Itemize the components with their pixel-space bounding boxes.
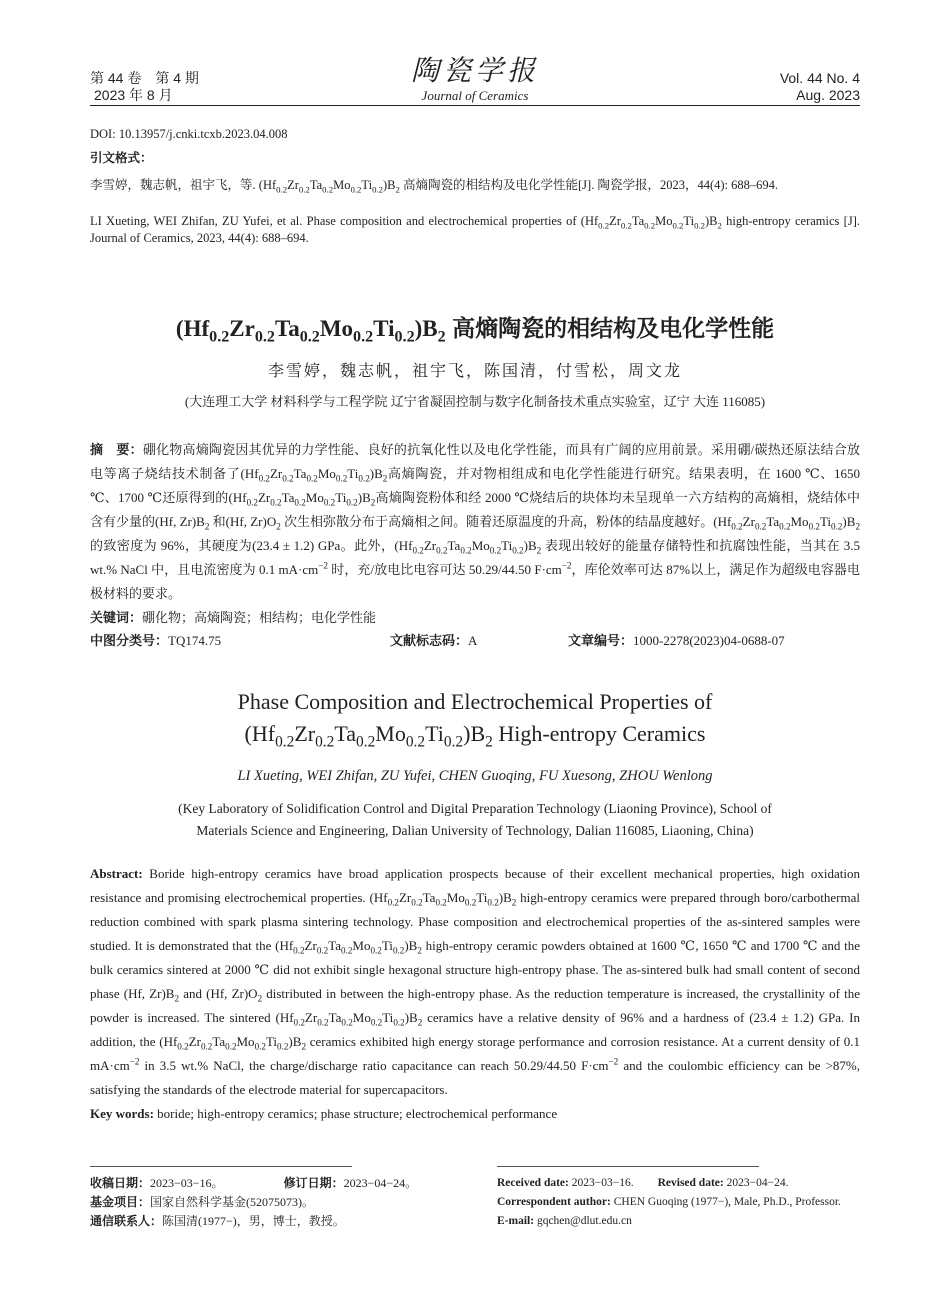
keywords-cn: 硼化物；高熵陶瓷；相结构；电化学性能 xyxy=(142,610,377,625)
abstract-en: Abstract: Boride high-entropy ceramics have broad application prospects because of their excellent mechanical properties, high oxidation resistance and promising electrochemical properties. $(Hf_{0.2}Zr_{0.2}Ta_{0.2}Mo_{0.2}Ti_{0.2})B_2$ high-entropy ceramics were prepared through boro/carbothermal reduction combined with spark plasma sintering technology. Phase composition and electrochemical properties of the as-sintered samples were studied. It is demonstrated that the $(Hf_{0.2}Zr_{0.2}Ta_{0.2}Mo_{0.2}Ti_{0.2})B_2$ high-entropy ceramic powders obtained at 1600 ℃, 1650 ℃ and 1700 ℃ and the bulk ceramics sintered at 2000 ℃ did not exhibit single hexagonal structure high-entropy phase. The as-sintered bulk had small content of second phase (Hf, $Zr)B_2$ and (Hf, $Zr)O_2$ distributed in between the high-entropy phase. As the reduction temperature is increased, the crystallinity of the powder is increased. The sintered $(Hf_{0.2}Zr_{0.2}Ta_{0.2}Mo_{0.2}Ti_{0.2})B_2$ ceramics have a relative density of 96% and a hardness of (23.4 ± 1.2) GPa. In addition, the $(Hf_{0.2}Zr_{0.2}Ta_{0.2}Mo_{0.2}Ti_{0.2})B_2$ ceramics exhibited high energy storage performance and corrosion resistance. At a current density of 0.1 $mA\cdot cm^{-2}$ in 3.5 wt.% NaCl, the charge/discharge ratio capacitance can reach 50.29/44.50 $F\cdot cm^{-2}$ and the coulombic efficiency can be >87%, satisfying the standards of the electrode material for supercapacitors. Key words: boride; high-entropy ceramics; phase structure; electrochemical performance xyxy=(90,866,861,1121)
affiliation-cn: (大连理工大学 材料科学与工程学院 辽宁省凝固控制与数字化制备技术重点实验室，辽宁 大连 116085) xyxy=(184,394,766,409)
header-volume-cn xyxy=(90,70,199,104)
abstract-cn: 摘 要：硼化物高熵陶瓷因其优异的力学性能、良好的抗氧化性以及电化学性能，而具有广阔的应用前景。采用硼/碳热还原法结合放电等离子烧结技术制备了$(Hf_{0.2}Zr_{0.2}Ta_{0.2}Mo_{0.2}Ti_{0.2})B_2$高熵陶瓷，并对物相组成和电化学性能进行研究。结果表明，在 1600 ℃、1650 ℃、1700 ℃还原得到的$(Hf_{0.2}Zr_{0.2}Ta_{0.2}Mo_{0.2}Ti_{0.2})B_2$高熵陶瓷粉体和经 2000 ℃烧结后的块体均未呈现单一六方结构的高熵相，烧结体中含有少量的(Hf, $Zr)B_2$ 和(Hf, $Zr)O_2$ 次生相弥散分布于高熵相之间。随着还原温度的升高，粉体的结晶度越好。$(Hf_{0.2}Zr_{0.2}Ta_{0.2}Mo_{0.2}Ti_{0.2})B_2$的致密度为 96%，其硬度为(23.4 ± 1.2) GPa。此外，$(Hf_{0.2}Zr_{0.2}Ta_{0.2}Mo_{0.2}Ti_{0.2})B_2$ 表现出较好的能量存储特性和抗腐蚀性能，当其在 3.5 wt.% NaCl 中，且电流密度为 0.1 $mA\cdot cm^{-2}$ 时，充/放电比电容可达 50.29/44.50 $F\cdot cm^{-2}$，库伦效率可达 87%以上，满足作为超级电容器电极材料的要求。 关键词：硼化物；高熵陶瓷；相结构；电化学性能 xyxy=(90,442,860,625)
formula: $(Hf_{0.2}Zr_{0.2}Ta_{0.2}Mo_{0.2}Ti_{0.2})$ xyxy=(369,890,504,908)
title-en: Phase Composition and Electrochemical Properties of $(Hf_{0.2}Zr_{0.2}Ta_{0.2}Mo_{0.2}Ti_{0.2})B_2$ High-entropy Ceramics xyxy=(237,689,713,751)
footnote-rule-cn xyxy=(90,1166,352,1167)
citation-label: 引文格式： xyxy=(90,151,153,165)
citation-cn: 李雪婷，魏志帆，祖宇飞，等. $(Hf_{0.2}Zr_{0.2}Ta_{0.2}Mo_{0.2}Ti_{0.2})B_2$ 高熵陶瓷的相结构及电化学性能[J]. 陶瓷学报，2023，44(4): 688–694. xyxy=(90,178,779,195)
affiliation-en: (Key Laboratory of Solidification Control and Digital Preparation Technology (Liaoning Province), School of Materials Science and Engineering, Dalian University of Technology, Dalian 116085, Liaoning, China) xyxy=(178,801,772,838)
clc-number: TQ174.75 xyxy=(168,633,222,648)
date-en: Aug. 2023 xyxy=(796,87,860,103)
volume-issue-cn: 第 44 卷 第 4 期 xyxy=(90,70,199,86)
formula: $(Hf_{0.2}Zr_{0.2}Ta_{0.2}Mo_{0.2}Ti_{0.2})$ xyxy=(580,214,710,231)
header-rule xyxy=(90,105,860,106)
formula: $(Hf_{0.2}Zr_{0.2}Ta_{0.2}Mo_{0.2}Ti_{0.2})$ xyxy=(175,316,423,346)
document-code: A xyxy=(468,633,478,648)
formula: $(Hf_{0.2}Zr_{0.2}Ta_{0.2}Mo_{0.2}Ti_{0.2})$ xyxy=(275,1010,410,1028)
footnote-cn: 收稿日期：2023−03−16。 修订日期：2023−04−24。 基金项目：国家自然科学基金(52075073)。 通信联系人：陈国清(1977−)，男，博士，教授。 xyxy=(90,1176,418,1228)
formula: $(Hf_{0.2}Zr_{0.2}Ta_{0.2}Mo_{0.2}Ti_{0.2})$ xyxy=(240,466,375,484)
authors-en: LI Xueting, WEI Zhifan, ZU Yufei, CHEN Guoqing, FU Xuesong, ZHOU Wenlong xyxy=(237,768,713,784)
journal-logo: 陶瓷学报 xyxy=(410,56,539,87)
authors-cn: 李雪婷，魏志帆，祖宇飞，陈国清，付雪松，周文龙 xyxy=(267,363,682,380)
title-cn: $(Hf_{0.2}Zr_{0.2}Ta_{0.2}Mo_{0.2}Ti_{0.2})B_2$ 高熵陶瓷的相结构及电化学性能 xyxy=(175,315,775,346)
formula: $(Hf_{0.2}Zr_{0.2}Ta_{0.2}Mo_{0.2}Ti_{0.2})$ xyxy=(159,1034,293,1052)
header-volume-en xyxy=(780,70,860,104)
formula: $(Hf_{0.2}Zr_{0.2}Ta_{0.2}Mo_{0.2}Ti_{0.2})$ xyxy=(275,938,409,956)
doi: DOI: 10.13957/j.cnki.tcxb.2023.04.008 xyxy=(90,127,288,141)
footnote-en: Received date: 2023−03−16. Revised date: 2023−04−24. Correspondent author: CHEN Guoqing (1977−), Male, Ph.D., Professor. E-mail: gqchen@dlut.edu.cn xyxy=(497,1177,841,1227)
formula: $(Hf_{0.2}Zr_{0.2}Ta_{0.2}Mo_{0.2}Ti_{0.2})$ xyxy=(713,514,847,532)
email: gqchen@dlut.edu.cn xyxy=(534,1215,632,1227)
journal-name-en: Journal of Ceramics xyxy=(421,88,529,103)
footnote-rule-en xyxy=(497,1166,759,1167)
article-number: 1000-2278(2023)04-0688-07 xyxy=(633,633,785,648)
citation-en: LI Xueting, WEI Zhifan, ZU Yufei, et al. Phase composition and electrochemical properties of $(Hf_{0.2}Zr_{0.2}Ta_{0.2}Mo_{0.2}Ti_{0.2})B_2$ high-entropy ceramics [J]. Journal of Ceramics, 2023, 44(4): 688–694. xyxy=(90,214,860,245)
formula: $(Hf_{0.2}Zr_{0.2}Ta_{0.2}Mo_{0.2}Ti_{0.2})$ xyxy=(394,538,528,556)
volume-issue-en: Vol. 44 No. 4 xyxy=(779,70,860,86)
formula: $(Hf_{0.2}Zr_{0.2}Ta_{0.2}Mo_{0.2}Ti_{0.2})$ xyxy=(228,490,363,508)
date-cn: 2023 年 8 月 xyxy=(94,87,173,103)
formula: $(Hf_{0.2}Zr_{0.2}Ta_{0.2}Mo_{0.2}Ti_{0.2})$ xyxy=(244,721,471,751)
keywords-en: boride; high-entropy ceramics; phase structure; electrochemical performance xyxy=(153,1106,558,1121)
journal-masthead xyxy=(380,56,570,104)
formula: $(Hf_{0.2}Zr_{0.2}Ta_{0.2}Mo_{0.2}Ti_{0.2})$ xyxy=(258,178,388,195)
